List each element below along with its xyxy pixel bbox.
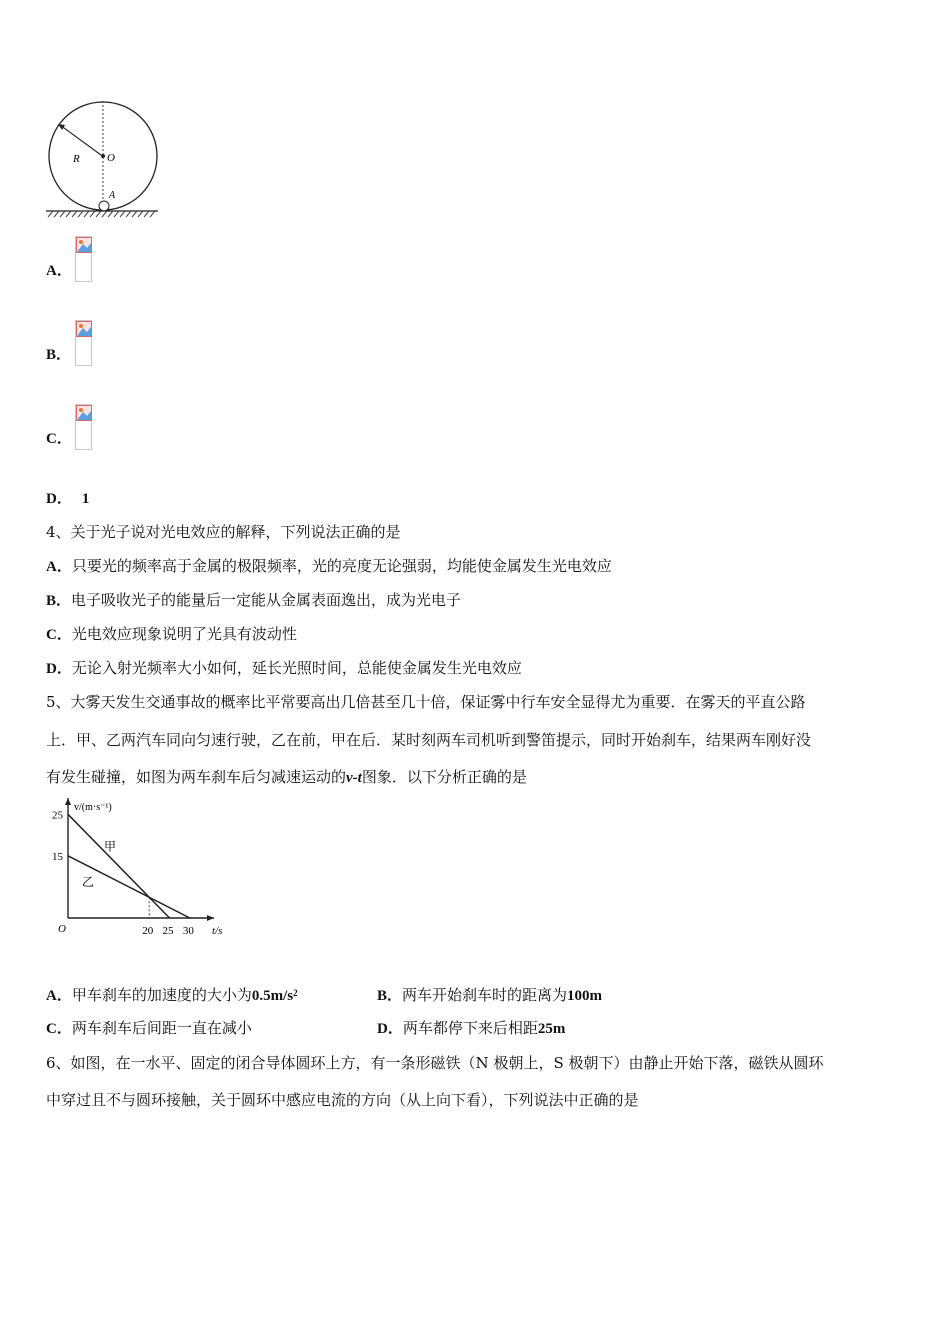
- option-value: 25m: [537, 1021, 566, 1037]
- vt-chart: [42, 798, 222, 943]
- option-label: C．: [46, 1021, 72, 1037]
- radius-label: R: [73, 153, 80, 165]
- point-a-label: A: [109, 190, 116, 201]
- option-text: 两车刹车后间距一直在减小: [71, 1019, 252, 1037]
- ground-hatching: [48, 211, 155, 217]
- y-tick-label: 25: [52, 809, 63, 822]
- q4-stem: 4、关于光子说对光电效应的解释，下列说法正确的是: [46, 523, 401, 541]
- series-label-yi: 乙: [82, 874, 95, 889]
- y-axis-arrow: [65, 798, 71, 805]
- broken-image-option-b: [75, 320, 92, 366]
- series-line-jia: [68, 814, 170, 918]
- option-text: 1: [81, 491, 90, 507]
- stem-text-b: 图象．以下分析正确的是: [361, 768, 527, 786]
- broken-image-option-a: [75, 236, 92, 282]
- stem-text-a: 有发生碰撞，如图为两车刹车后匀减速运动的: [46, 768, 347, 786]
- radius-line: [60, 125, 101, 155]
- center-label: O: [107, 152, 115, 164]
- q5-option-a: [46, 986, 298, 1005]
- q6-stem-line-1: 6、如图，在一水平、固定的闭合导体圆环上方，有一条形磁铁（N 极朝上，S 极朝下）由静止开始下落，磁铁从圆环: [46, 1054, 824, 1072]
- option-text: 电子吸收光子的能量后一定能从金属表面逸出，成为光电子: [71, 591, 462, 609]
- q4-option-a: [46, 557, 612, 576]
- x-axis-label: t/s: [212, 925, 222, 937]
- option-text: 光电效应现象说明了光具有波动性: [71, 625, 297, 643]
- q5-option-b: [377, 986, 602, 1005]
- q4-option-d: [46, 659, 522, 678]
- option-text: 两车开始刹车时的距离为: [402, 986, 568, 1004]
- prev-option-b: [46, 345, 71, 364]
- y-axis-label: v/(m·s⁻¹): [74, 802, 112, 813]
- broken-image-icon: [76, 321, 92, 337]
- option-label: C．: [46, 431, 72, 447]
- option-label: D．: [46, 661, 72, 677]
- option-label: D．: [377, 1021, 403, 1037]
- prev-option-a: [46, 261, 72, 280]
- option-text: 两车都停下来后相距: [402, 1019, 538, 1037]
- broken-image-icon: [76, 237, 92, 253]
- option-label: B．: [46, 593, 72, 609]
- x-tick-label: 25: [162, 925, 174, 937]
- q6-stem-line-2: 中穿过且不与圆环接触，关于圆环中感应电流的方向（从上向下看），下列说法中正确的是: [46, 1091, 639, 1109]
- option-label: B．: [377, 988, 403, 1004]
- option-value: 100m: [567, 988, 603, 1004]
- q4-option-b: [46, 591, 461, 610]
- y-tick-label: 15: [52, 850, 63, 863]
- prev-option-d: [46, 489, 89, 508]
- option-label: B．: [46, 347, 72, 363]
- option-text: 无论入射光频率大小如何，延长光照时间，总能使金属发生光电效应: [71, 659, 522, 677]
- radius-arrow-head: [58, 124, 65, 130]
- option-exponent: 2: [293, 988, 298, 998]
- x-axis-arrow: [207, 915, 214, 921]
- broken-image-option-c: [75, 404, 92, 450]
- option-label: A．: [46, 263, 72, 279]
- option-label: A．: [46, 988, 72, 1004]
- q4-option-c: [46, 625, 297, 644]
- circle-figure: [40, 95, 165, 220]
- option-text: 只要光的频率高于金属的极限频率，光的亮度无论强弱，均能使金属发生光电效应: [71, 557, 612, 575]
- q5-stem-line-2: 上．甲、乙两汽车同向匀速行驶，乙在前，甲在后．某时刻两车司机听到警笛提示，同时开始刹车，结果两车刚好没: [46, 731, 812, 749]
- option-label: A．: [46, 559, 72, 575]
- x-tick-label: 30: [182, 925, 194, 937]
- center-point: [101, 154, 105, 158]
- q5-stem-line-1: 5、大雾天发生交通事故的概率比平常要高出几倍甚至几十倍，保证雾中行车安全显得尤为重要．在雾天的平直公路: [46, 693, 806, 711]
- option-label: D．: [46, 491, 72, 507]
- option-value: 0.5m/s: [251, 988, 294, 1004]
- option-text: 甲车刹车的加速度的大小为: [71, 986, 252, 1004]
- point-a-ring: [99, 201, 109, 211]
- origin-label: O: [58, 923, 66, 935]
- q5-option-d: [377, 1019, 565, 1038]
- q5-stem-line-3: [46, 768, 527, 787]
- vt-symbol: v-t: [346, 770, 362, 786]
- x-tick-label: 20: [142, 925, 154, 937]
- prev-option-c: [46, 429, 72, 448]
- broken-image-icon: [76, 405, 92, 421]
- option-label: C．: [46, 627, 72, 643]
- series-label-jia: 甲: [104, 839, 117, 854]
- q5-option-c: [46, 1019, 252, 1038]
